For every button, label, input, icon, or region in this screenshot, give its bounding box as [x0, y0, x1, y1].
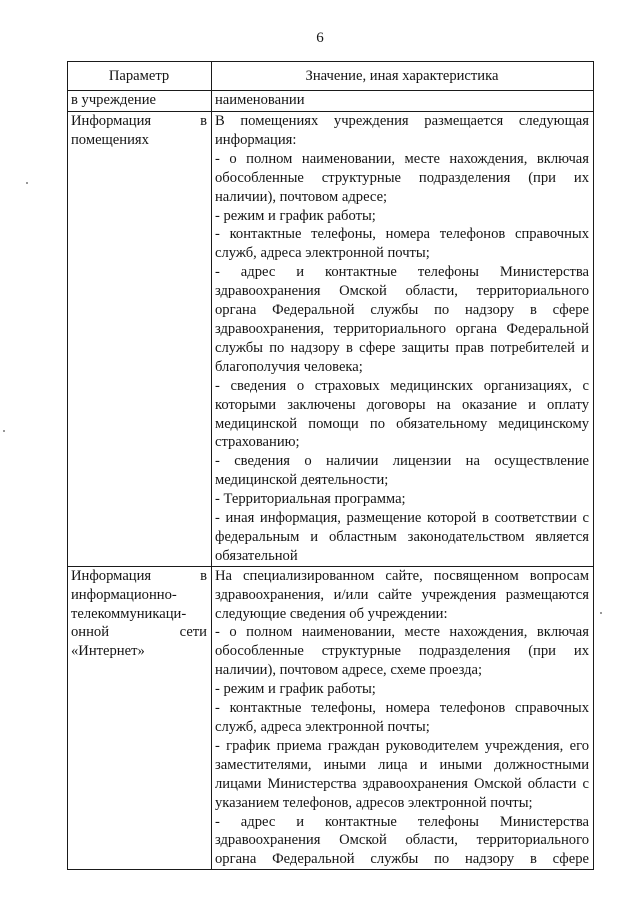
param-text: в: [200, 567, 207, 584]
scan-speck: [600, 612, 602, 614]
value-line: обязательной: [215, 547, 298, 564]
param-text: сети: [179, 624, 207, 641]
param-text: Информация: [71, 567, 152, 584]
value-line: наличии), почтовом адресе, схеме проезда;: [215, 662, 483, 679]
param-cell: [68, 91, 212, 112]
value-line: обособленные структурные подразделения (при их: [215, 643, 589, 660]
param-text: в: [200, 113, 207, 129]
value-line: органа Федеральной службы по надзору в сфере: [215, 851, 589, 868]
value-line: медицинской помощи по обязательному медицинскому: [215, 415, 589, 432]
value-line: страхованию;: [215, 434, 300, 451]
param-text: в учреждение: [71, 92, 157, 108]
value-line: - о полном наименовании, месте нахождения, включая: [215, 150, 589, 167]
param-text: онной: [71, 624, 110, 641]
value-line: - контактные телефоны, номера телефонов справочных: [215, 700, 589, 717]
value-line: лицами Министерства здравоохранения Омской области с: [215, 775, 589, 792]
scan-speck: [26, 182, 28, 184]
value-line: службы по надзору в сфере защиты прав потребителей и: [215, 339, 589, 356]
value-line: здравоохранения, территориального органа Федеральной: [215, 320, 589, 337]
value-line: наличии), почтовом адресе;: [215, 188, 388, 205]
value-cell: [212, 566, 594, 870]
value-line: - адрес и контактные телефоны Министерства: [215, 264, 589, 281]
value-line: - режим и график работы;: [215, 681, 376, 698]
param-cell: [68, 112, 212, 567]
value-line: На специализированном сайте, посвященном вопросам: [215, 567, 589, 584]
value-line: медицинской деятельности;: [215, 472, 389, 489]
value-line: указанием телефонов, адресов электронной почты;: [215, 794, 533, 811]
param-text: информационно-: [71, 586, 177, 603]
value-line: - контактные телефоны, номера телефонов справочных: [215, 226, 589, 243]
value-line: наименовании: [215, 92, 305, 108]
value-line: В помещениях учреждения размещается следующая: [215, 113, 589, 129]
param-text: телекоммуникаци-: [71, 605, 187, 622]
value-line: федеральным и областным законодательством является: [215, 528, 589, 545]
value-line: заместителями, иными лица и иными должностными: [215, 756, 589, 773]
value-line: - о полном наименовании, месте нахождения, включая: [215, 624, 589, 641]
service-info-table: [67, 61, 594, 870]
scan-speck: [3, 430, 5, 432]
value-line: - график приема граждан руководителем учреждения, его: [215, 737, 589, 754]
value-cell: [212, 112, 594, 567]
param-text: Информация: [71, 113, 152, 129]
value-line: - сведения о страховых медицинских организациях, с: [215, 377, 589, 394]
value-line: информация:: [215, 131, 297, 148]
value-cell: [212, 91, 594, 112]
header-parameter: Параметр: [68, 62, 212, 91]
value-line: - Территориальная программа;: [215, 491, 406, 508]
value-line: служб, адреса электронной почты;: [215, 245, 430, 262]
table-row: [68, 91, 594, 112]
param-text: «Интернет»: [71, 643, 145, 660]
value-line: - режим и график работы;: [215, 207, 376, 224]
param-text: помещениях: [71, 131, 149, 148]
value-line: следующие сведения об учреждении:: [215, 605, 448, 622]
value-line: здравоохранения Омской области, территориального: [215, 283, 589, 300]
value-line: здравоохранения Омской области, территориального: [215, 832, 589, 849]
param-cell: [68, 566, 212, 870]
table-row: [68, 566, 594, 870]
value-line: - сведения о наличии лицензии на осуществление: [215, 453, 589, 470]
table-header-row: [68, 62, 594, 91]
value-line: - иная информация, размещение которой в соответствии с: [215, 510, 589, 527]
page-number: 6: [316, 30, 324, 46]
value-line: обособленные структурные подразделения (при их: [215, 169, 589, 186]
value-line: благополучия человека;: [215, 358, 363, 375]
header-value: Значение, иная характеристика: [212, 62, 594, 91]
value-line: здравоохранения, и/или сайте учреждения размещаются: [215, 586, 589, 603]
table-row: [68, 112, 594, 567]
value-line: - адрес и контактные телефоны Министерства: [215, 813, 589, 830]
value-line: органа Федеральной службы по надзору в сфере: [215, 302, 589, 319]
value-line: которыми заключены договоры на оказание и оплату: [215, 396, 589, 413]
value-line: служб, адреса электронной почты;: [215, 719, 430, 735]
